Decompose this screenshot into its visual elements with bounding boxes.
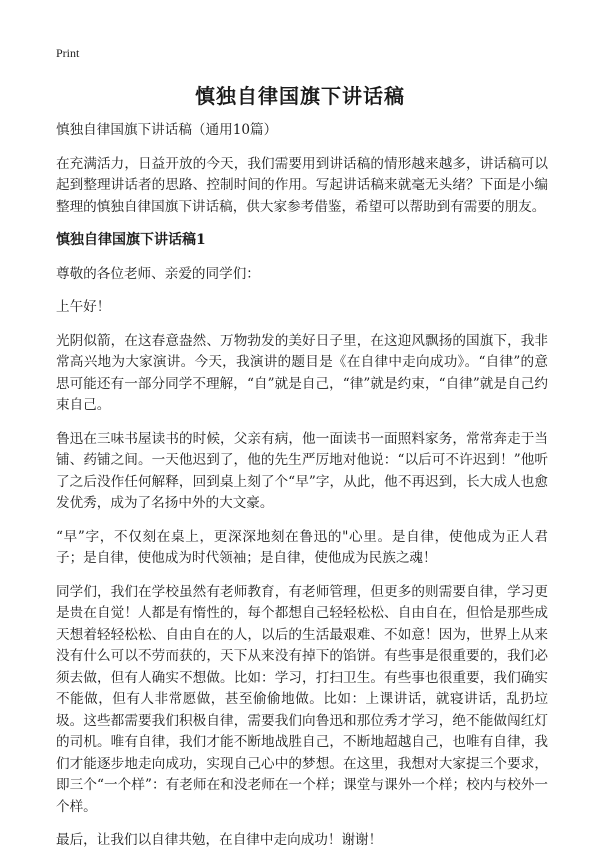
document-subtitle: 慎独自律国旗下讲话稿（通用10篇） [56, 122, 278, 138]
body-paragraph-2: 鲁迅在三味书屋读书的时候，父亲有病，他一面读书一面照料家务，常常奔走于当铺、药铺之间。一天他迟到了，他的先生严厉地对他说：“以后可不许迟到！”他听了之后没作任何解释，回到桌上刻了个“早”字，从此，他不再迟到，长大成人也愈发优秀，成为了名扬中外的大文豪。 [56, 430, 548, 511]
document-body [56, 120, 548, 864]
page-title: 慎独自律国旗下讲话稿 [195, 84, 405, 108]
print-link[interactable]: Print [56, 46, 80, 60]
body-paragraph-4: 同学们，我们在学校虽然有老师教育，有老师管理，但更多的则需要自律，学习更是贵在自觉！人都是有惰性的，每个都想自己轻轻松松、自由自在，但恰是那些成天想着轻轻松松、自由自在的人，以后的生活最艰难、不如意！因为，世界上从来没有什么可以不劳而获的，天下从来没有掉下的馅饼。有些事是很重要的，我们必须去做，但有人确实不想做。比如：学习，打扫卫生。有些事也很重要，我们确实不能做，但有人非常愿做，甚至偷偷地做。比如：上课讲话，就寝讲话，乱扔垃圾。这些都需要我们积极自律，需要我们向鲁迅和那位秀才学习，绝不能做闯红灯的司机。唯有自律，我们才能不断地战胜自己，不断地超越自己，也唯有自律，我们才能逐步地走向成功，实现自己心中的梦想。在这里，我想对大家提三个要求，即三个“一个样”：有老师在和没老师在一个样；课堂与课外一个样；校内与校外一个样。 [56, 583, 548, 815]
body-paragraph-3: “早”字，不仅刻在桌上，更深深地刻在鲁迅的"心里。是自律，使他成为正人君子；是自律，使他成为时代领袖；是自律，使他成为民族之魂！ [56, 528, 548, 566]
greeting-paragraph: 尊敬的各位老师、亲爱的同学们： [56, 265, 260, 282]
section-heading: 慎独自律国旗下讲话稿1 [56, 232, 206, 248]
closing-paragraph: 最后，让我们以自律共勉，在自律中走向成功！谢谢！ [56, 832, 383, 848]
intro-paragraph: 在充满活力，日益开放的今天，我们需要用到讲话稿的情形越来越多，讲话稿可以起到整理讲话者的思路、控制时间的作用。写起讲话稿来就毫无头绪？下面是小编整理的慎独自律国旗下讲话稿，供大家参考借鉴，希望可以帮助到有需要的朋友。 [56, 155, 548, 215]
body-paragraph-1: 光阴似箭，在这春意盎然、万物勃发的美好日子里，在这迎风飘扬的国旗下，我非常高兴地为大家演讲。今天，我演讲的题目是《在自律中走向成功》。“自律”的意思可能还有一部分同学不理解，“自”就是自己，“律”就是约束，“自律”就是自己约束自己。 [56, 332, 548, 413]
morning-greeting: 上午好！ [56, 299, 111, 315]
